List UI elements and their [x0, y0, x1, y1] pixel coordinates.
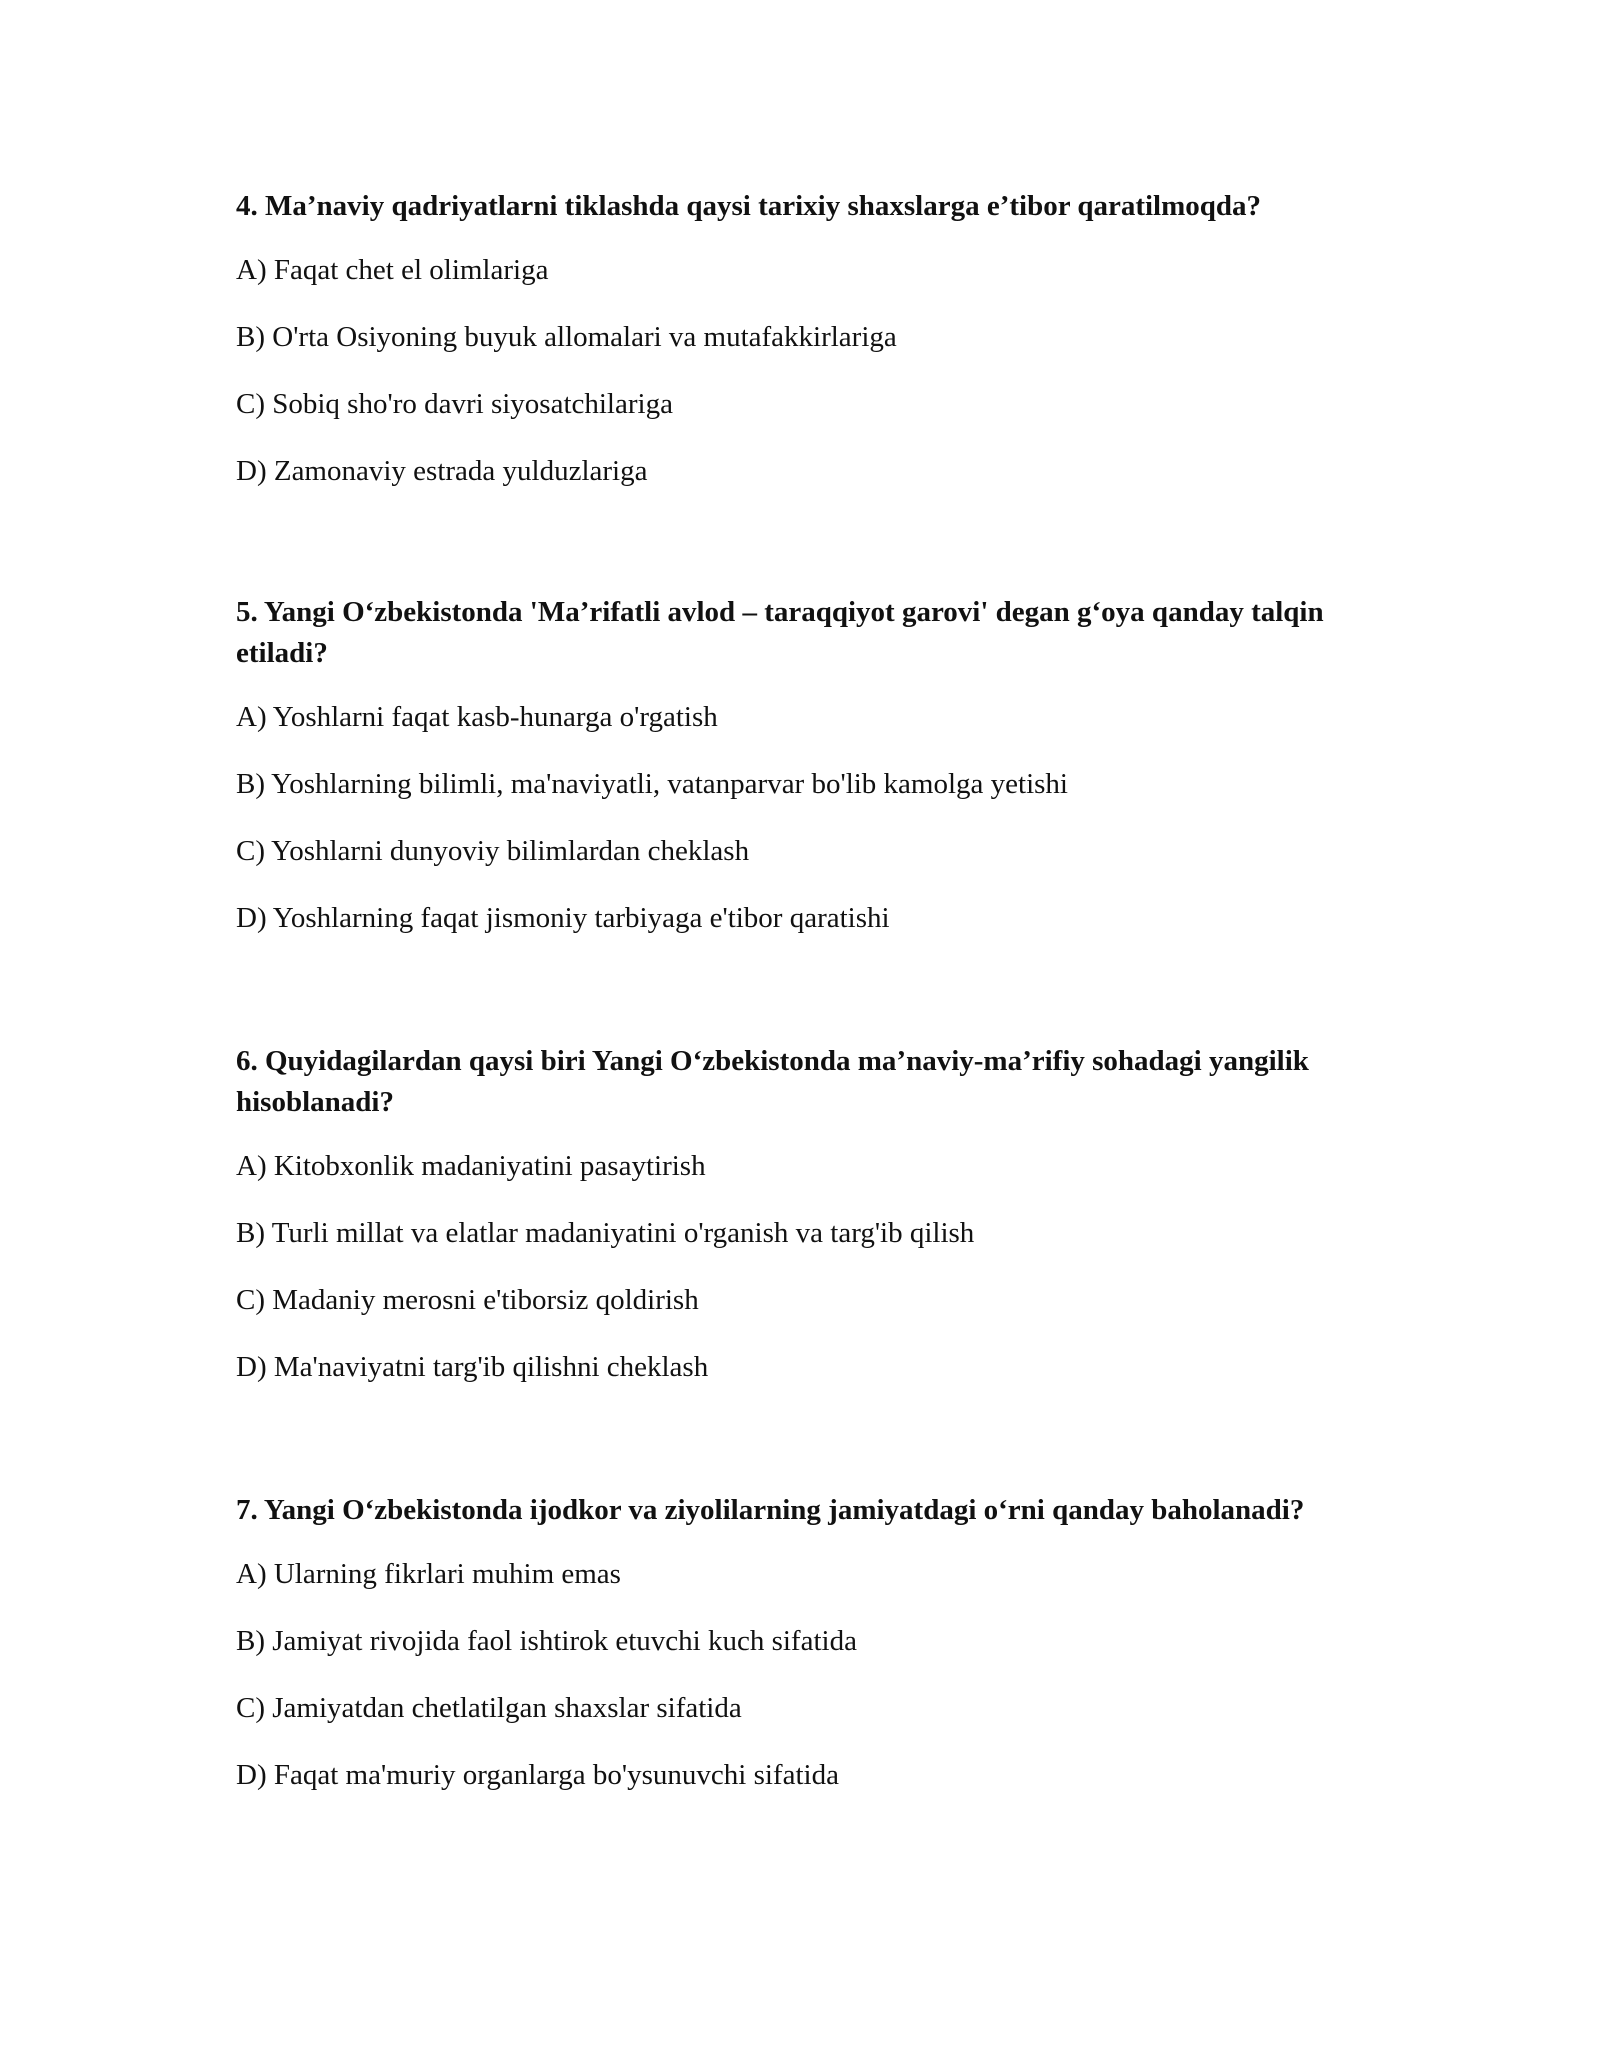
option-d: D) Zamonaviy estrada yulduzlariga	[236, 455, 648, 487]
option-d: D) Yoshlarning faqat jismoniy tarbiyaga e'tibor qaratishi	[236, 902, 890, 934]
option-a: A) Yoshlarni faqat kasb-hunarga o'rgatish	[236, 701, 718, 733]
option-c: C) Sobiq sho'ro davri siyosatchilariga	[236, 388, 673, 420]
option-c: C) Madaniy merosni e'tiborsiz qoldirish	[236, 1284, 699, 1316]
option-d: D) Faqat ma'muriy organlarga bo'ysunuvchi sifatida	[236, 1759, 839, 1791]
question-5	[236, 592, 1366, 935]
option-c: C) Jamiyatdan chetlatilgan shaxslar sifatida	[236, 1692, 742, 1724]
question-7	[236, 1490, 1366, 1792]
question-6	[236, 1041, 1366, 1384]
question-text: 6. Quyidagilardan qaysi biri Yangi O‘zbekistonda ma’naviy-ma’rifiy sohadagi yangilik hisoblanadi?	[236, 1045, 1309, 1118]
option-c: C) Yoshlarni dunyoviy bilimlardan cheklash	[236, 835, 750, 867]
option-b: B) O'rta Osiyoning buyuk allomalari va mutafakkirlariga	[236, 321, 897, 353]
option-d: D) Ma'naviyatni targ'ib qilishni cheklash	[236, 1351, 709, 1383]
option-a: A) Faqat chet el olimlariga	[236, 254, 549, 286]
question-text: 4. Ma’naviy qadriyatlarni tiklashda qaysi tarixiy shaxslarga e’tibor qaratilmoqda?	[236, 190, 1262, 222]
option-a: A) Ularning fikrlari muhim emas	[236, 1558, 621, 1590]
option-a: A) Kitobxonlik madaniyatini pasaytirish	[236, 1150, 706, 1182]
question-text: 7. Yangi O‘zbekistonda ijodkor va ziyolilarning jamiyatdagi o‘rni qanday baholanadi?	[236, 1494, 1305, 1526]
option-b: B) Yoshlarning bilimli, ma'naviyatli, vatanparvar bo'lib kamolga yetishi	[236, 768, 1068, 800]
question-text: 5. Yangi O‘zbekistonda 'Ma’rifatli avlod – taraqqiyot garovi' degan g‘oya qanday talqin etiladi?	[236, 596, 1324, 669]
option-b: B) Turli millat va elatlar madaniyatini o'rganish va targ'ib qilish	[236, 1217, 975, 1249]
question-4	[236, 186, 1366, 488]
option-b: B) Jamiyat rivojida faol ishtirok etuvchi kuch sifatida	[236, 1625, 857, 1657]
